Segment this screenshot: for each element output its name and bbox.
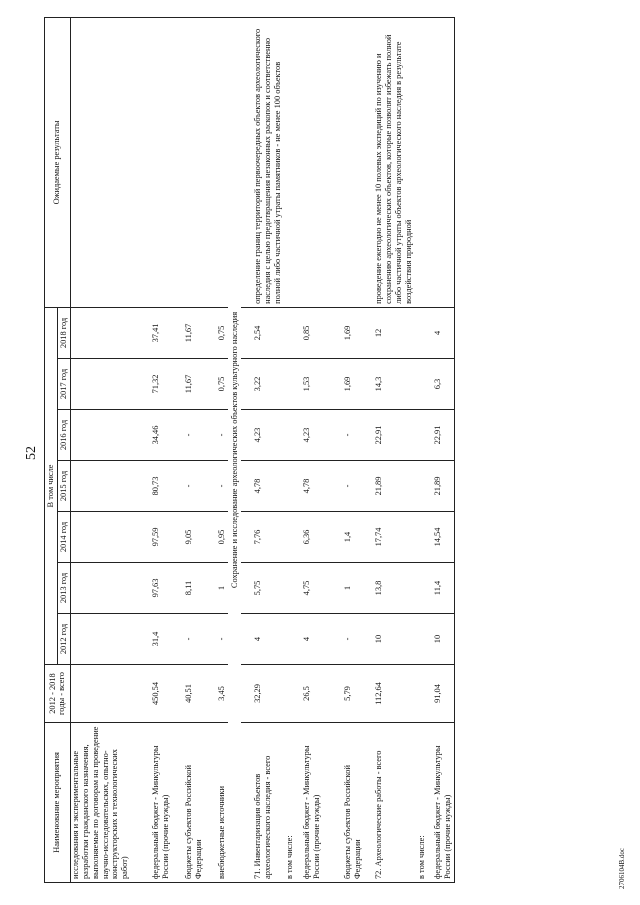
- year-value-cell: 1,53: [296, 358, 323, 409]
- year-value-cell: [415, 562, 428, 613]
- year-value-cell: 71,32: [131, 358, 172, 409]
- year-value-cell: 21,89: [364, 460, 415, 511]
- year-value-cell: -: [323, 409, 364, 460]
- year-value-cell: 17,74: [364, 511, 415, 562]
- total-cell: 3,45: [205, 664, 228, 722]
- table-row: [131, 17, 172, 882]
- year-value-cell: [283, 511, 296, 562]
- year-value-cell: 0,85: [296, 307, 323, 358]
- activity-name-cell: бюджеты субъектов Российской Федерации: [323, 722, 364, 882]
- year-value-cell: 6,3: [427, 358, 454, 409]
- table-row: [172, 17, 205, 882]
- year-value-cell: [415, 409, 428, 460]
- year-value-cell: -: [323, 613, 364, 664]
- year-value-cell: 1,4: [323, 511, 364, 562]
- year-value-cell: 21,89: [427, 460, 454, 511]
- activity-name-cell: федеральный бюджет - Минкультуры России (прочие нужды): [131, 722, 172, 882]
- year-value-cell: 4,78: [296, 460, 323, 511]
- total-cell: 112,64: [364, 664, 415, 722]
- year-value-cell: 4: [427, 307, 454, 358]
- table-row: [364, 17, 415, 882]
- year-value-cell: 4: [241, 613, 284, 664]
- year-value-cell: -: [172, 613, 205, 664]
- expected-result-cell: [415, 17, 428, 307]
- activity-name-cell: 71. Инвентаризация объектов археологического наследия - всего: [241, 722, 284, 882]
- total-cell: [283, 664, 296, 722]
- year-value-cell: 0,95: [205, 511, 228, 562]
- year-value-cell: [283, 358, 296, 409]
- header-year: 2015 год: [57, 460, 70, 511]
- header-year: 2012 год: [57, 613, 70, 664]
- year-value-cell: [415, 511, 428, 562]
- expected-result-cell: [283, 17, 296, 307]
- expected-result-cell: определение границ территорий первоочередных объектов археологического наследия с целью предотвращения незаконных раскопок и соответственно полной либо частичной утраты памятников - не менее 100 объектов: [241, 17, 284, 307]
- table-row: [205, 17, 228, 882]
- year-value-cell: 0,75: [205, 307, 228, 358]
- year-value-cell: 3,22: [241, 358, 284, 409]
- year-value-cell: 1: [205, 562, 228, 613]
- year-value-cell: [70, 358, 131, 409]
- year-value-cell: 80,73: [131, 460, 172, 511]
- year-value-cell: 5,75: [241, 562, 284, 613]
- year-value-cell: 4,78: [241, 460, 284, 511]
- year-value-cell: [70, 562, 131, 613]
- year-value-cell: [70, 613, 131, 664]
- year-value-cell: [70, 307, 131, 358]
- activity-name-cell: 72. Археологические работы - всего: [364, 722, 415, 882]
- section-title: Сохранение и исследование археологических объектов культурного наследия: [228, 17, 241, 882]
- year-value-cell: 14,3: [364, 358, 415, 409]
- total-cell: 450,54: [131, 664, 172, 722]
- expected-result-cell: [323, 17, 364, 307]
- expected-result-cell: проведение ежегодно не менее 10 полевых экспедиций по изучению и сохранению археологических объектов, которые позволят избежать полной либо частичной утраты объектов археологического наследия в результате воздействия природной: [364, 17, 415, 307]
- year-value-cell: 4,23: [296, 409, 323, 460]
- year-value-cell: 97,63: [131, 562, 172, 613]
- rotated-landscape-page: [20, 13, 626, 893]
- table-row: [283, 17, 296, 882]
- year-value-cell: [283, 307, 296, 358]
- table-row: [70, 17, 131, 882]
- year-value-cell: 34,46: [131, 409, 172, 460]
- activity-name-cell: внебюджетные источники: [205, 722, 228, 882]
- year-value-cell: [70, 460, 131, 511]
- year-value-cell: 11,67: [172, 307, 205, 358]
- year-value-cell: 4,75: [296, 562, 323, 613]
- year-value-cell: 4: [296, 613, 323, 664]
- year-value-cell: 22,91: [364, 409, 415, 460]
- year-value-cell: 11,4: [427, 562, 454, 613]
- year-value-cell: [283, 409, 296, 460]
- year-value-cell: 14,54: [427, 511, 454, 562]
- year-value-cell: 9,05: [172, 511, 205, 562]
- year-value-cell: -: [172, 409, 205, 460]
- total-cell: [70, 664, 131, 722]
- year-value-cell: [283, 613, 296, 664]
- year-value-cell: -: [172, 460, 205, 511]
- year-value-cell: 1,69: [323, 307, 364, 358]
- header-year: 2016 год: [57, 409, 70, 460]
- year-value-cell: -: [205, 460, 228, 511]
- header-year: 2018 год: [57, 307, 70, 358]
- activity-name-cell: в том числе:: [415, 722, 428, 882]
- expected-result-cell: [427, 17, 454, 307]
- year-value-cell: [415, 358, 428, 409]
- total-cell: 26,5: [296, 664, 323, 722]
- year-value-cell: 37,41: [131, 307, 172, 358]
- total-cell: 91,04: [427, 664, 454, 722]
- year-value-cell: 10: [364, 613, 415, 664]
- year-value-cell: -: [323, 460, 364, 511]
- total-cell: [415, 664, 428, 722]
- header-total: 2012 - 2018 годы - всего: [45, 664, 71, 722]
- activity-name-cell: в том числе:: [283, 722, 296, 882]
- year-value-cell: 8,11: [172, 562, 205, 613]
- year-value-cell: 10: [427, 613, 454, 664]
- page-number: 52: [24, 445, 39, 460]
- year-value-cell: [70, 511, 131, 562]
- year-value-cell: 1: [323, 562, 364, 613]
- table-body: [70, 17, 454, 882]
- total-cell: 5,79: [323, 664, 364, 722]
- header-year: 2017 год: [57, 358, 70, 409]
- table-row: [427, 17, 454, 882]
- total-cell: 32,29: [241, 664, 284, 722]
- year-value-cell: 13,8: [364, 562, 415, 613]
- expected-result-cell: [296, 17, 323, 307]
- year-value-cell: 7,76: [241, 511, 284, 562]
- footer-filename: 2706104В.doc: [618, 847, 626, 889]
- header-year: 2013 год: [57, 562, 70, 613]
- year-value-cell: [283, 460, 296, 511]
- section-row: [228, 17, 241, 882]
- year-value-cell: 22,91: [427, 409, 454, 460]
- year-value-cell: 0,75: [205, 358, 228, 409]
- expected-result-cell: [172, 17, 205, 307]
- expected-result-cell: [205, 17, 228, 307]
- year-value-cell: 97,59: [131, 511, 172, 562]
- year-value-cell: [415, 613, 428, 664]
- header-year: 2014 год: [57, 511, 70, 562]
- program-activities-table: [44, 16, 455, 882]
- year-value-cell: 4,23: [241, 409, 284, 460]
- activity-name-cell: бюджеты субъектов Российской Федерации: [172, 722, 205, 882]
- year-value-cell: 2,54: [241, 307, 284, 358]
- total-cell: 40,51: [172, 664, 205, 722]
- year-value-cell: [415, 460, 428, 511]
- year-value-cell: 12: [364, 307, 415, 358]
- year-value-cell: 1,69: [323, 358, 364, 409]
- table-row: [241, 17, 284, 882]
- year-value-cell: [70, 409, 131, 460]
- year-value-cell: 31,4: [131, 613, 172, 664]
- header-activity-name: Наименование мероприятия: [45, 722, 71, 882]
- activity-name-cell: федеральный бюджет - Минкультуры России (прочие нужды): [296, 722, 323, 882]
- table-row: [323, 17, 364, 882]
- year-value-cell: [283, 562, 296, 613]
- year-value-cell: -: [205, 409, 228, 460]
- header-expected-results: Ожидаемые результаты: [45, 17, 71, 307]
- table-row: [415, 17, 428, 882]
- table-row: [296, 17, 323, 882]
- header-in-that-number: В том числе: [45, 307, 58, 664]
- year-value-cell: 6,36: [296, 511, 323, 562]
- activity-name-cell: федеральный бюджет - Минкультуры России (прочие нужды): [427, 722, 454, 882]
- expected-result-cell: [70, 17, 131, 307]
- year-value-cell: 11,67: [172, 358, 205, 409]
- year-value-cell: [415, 307, 428, 358]
- activity-name-cell: исследования и экспериментальные разработки гражданского назначения, выполняемые по договорам на проведение научно-исследовательских, опытно-конструкторских и технологических работ): [70, 722, 131, 882]
- year-value-cell: -: [205, 613, 228, 664]
- expected-result-cell: [131, 17, 172, 307]
